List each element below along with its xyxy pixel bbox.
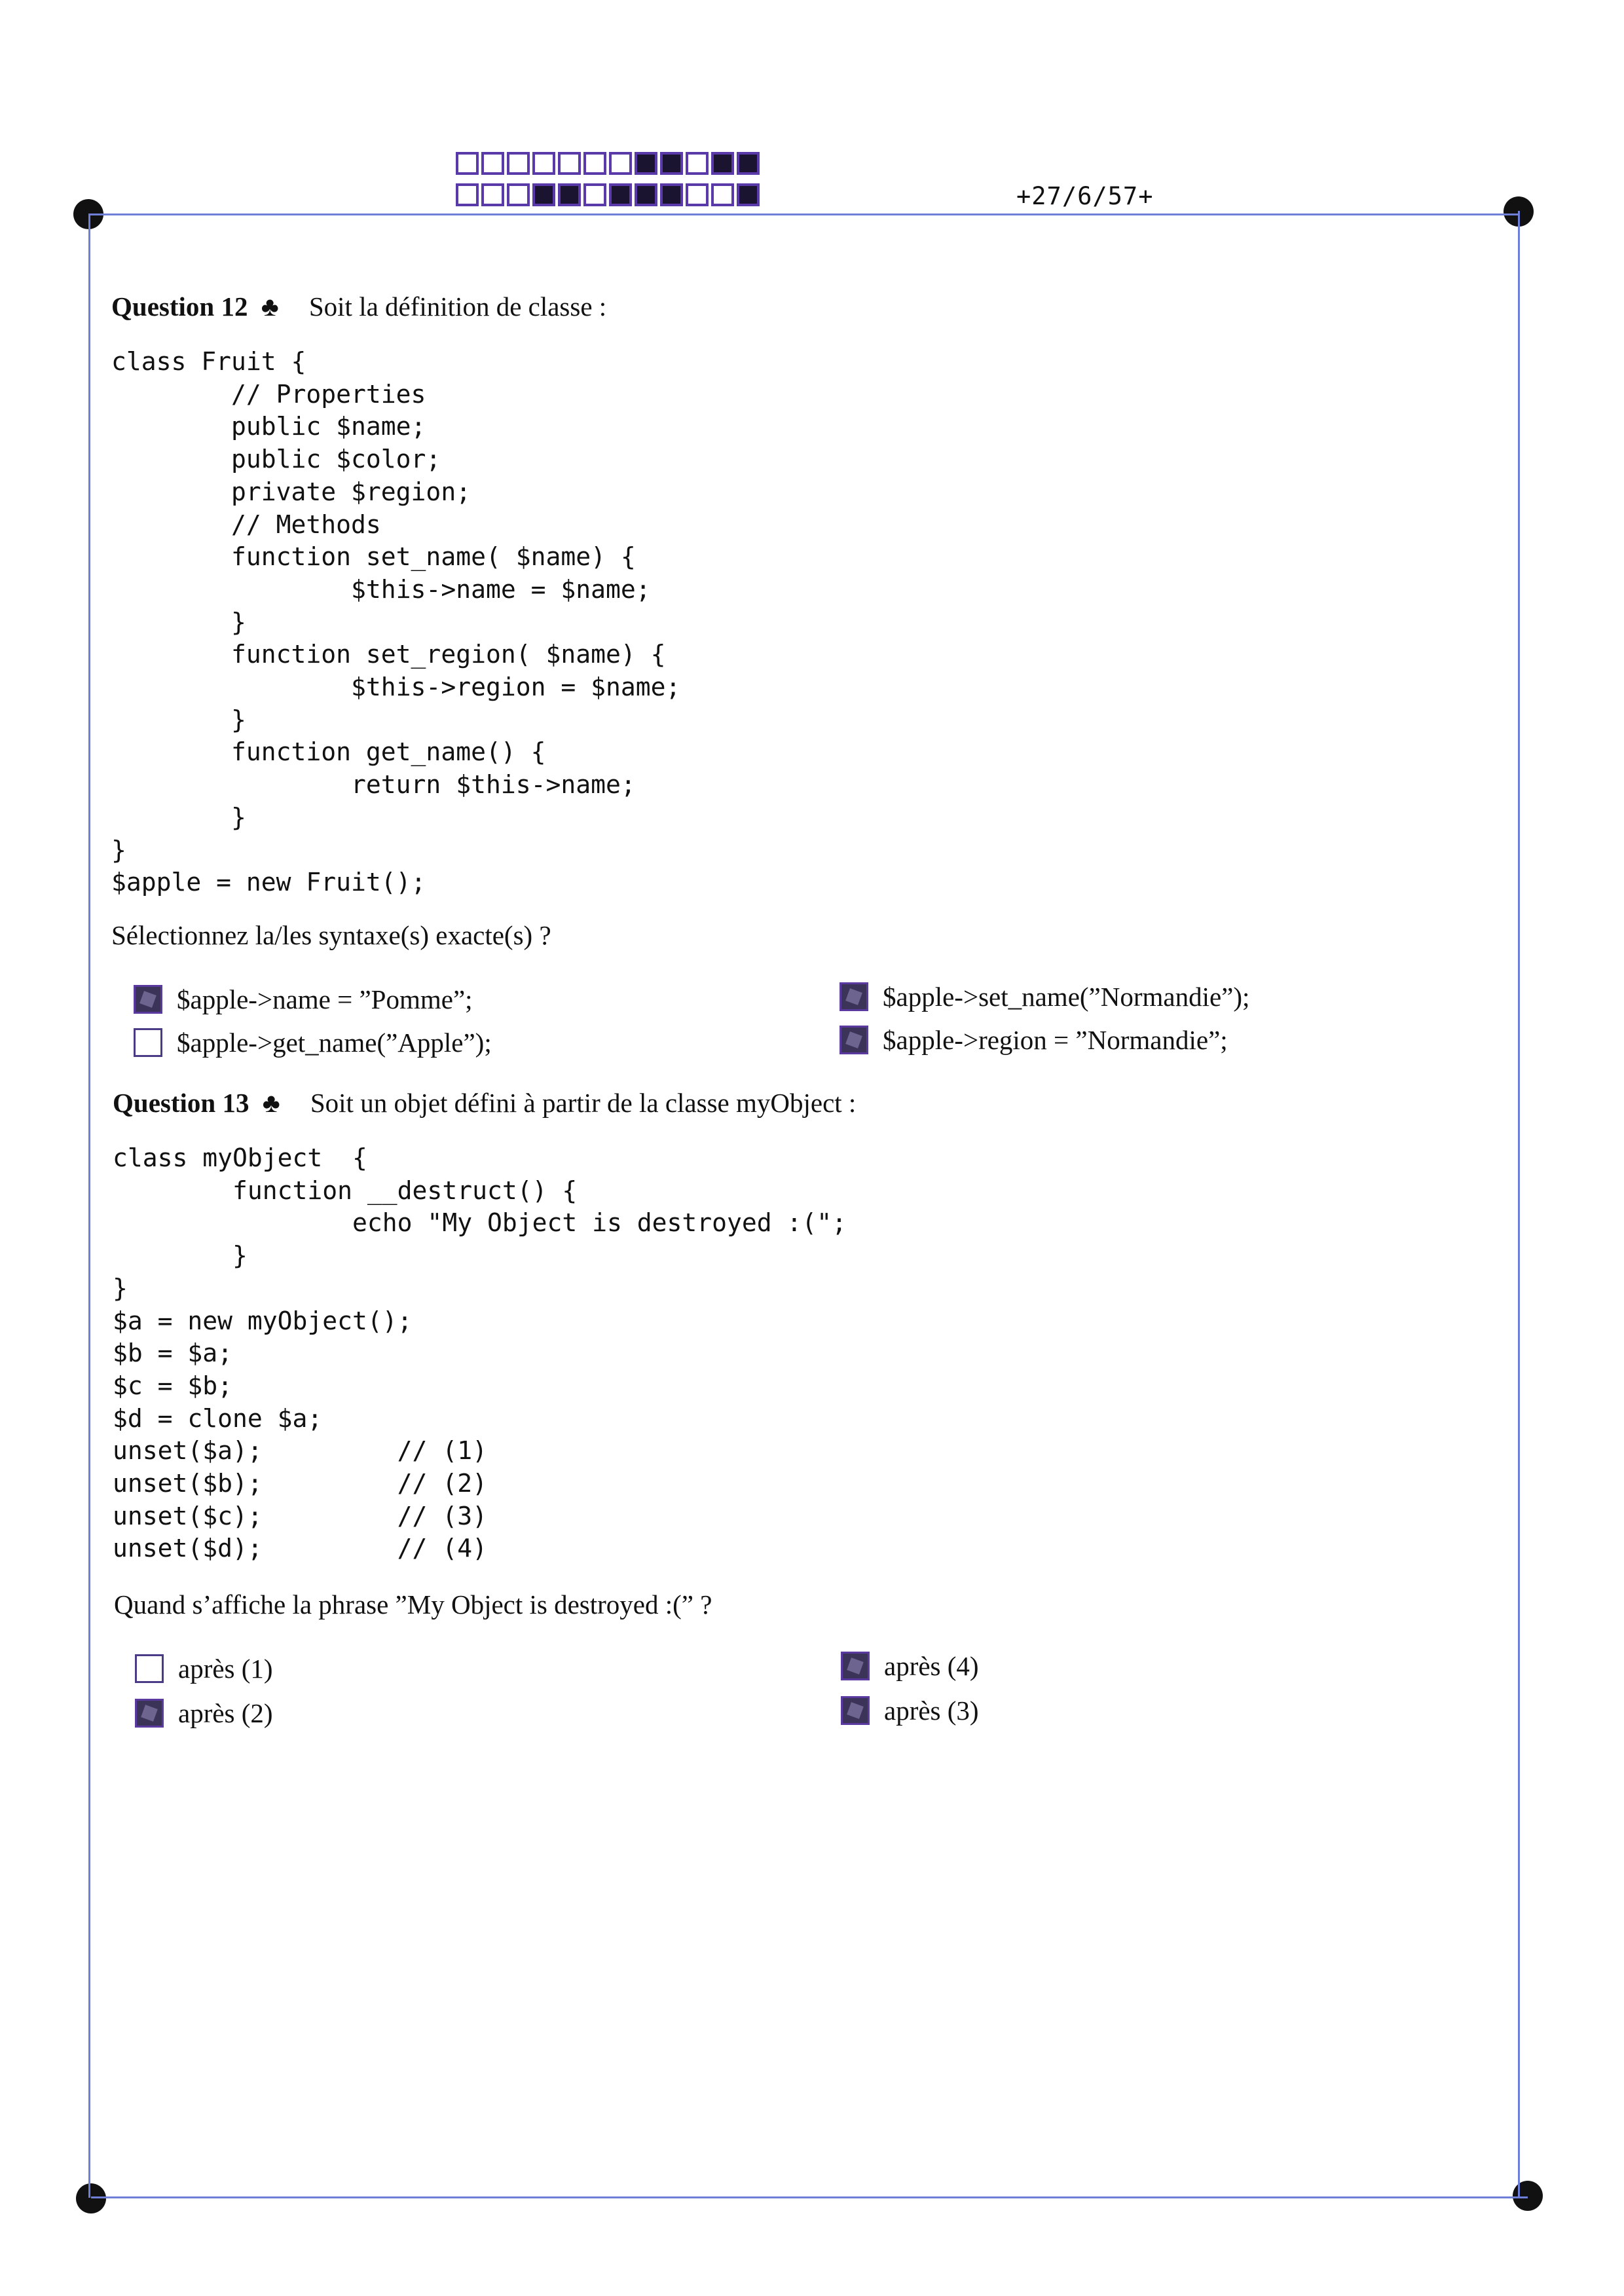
q12-answer-1[interactable] <box>134 984 473 1015</box>
code-bar-cell <box>635 152 657 175</box>
question-12-header <box>111 291 606 322</box>
registration-mark-bottom-right <box>1513 2181 1543 2211</box>
code-bar-cell <box>686 152 709 175</box>
checkbox[interactable] <box>134 985 162 1014</box>
code-bar-cell <box>609 183 632 206</box>
code-bar-cell <box>737 183 760 206</box>
frame-right <box>1518 211 1520 2198</box>
code-bar-cell <box>686 183 709 206</box>
code-bar-cell <box>456 183 479 206</box>
registration-mark-bottom-left <box>76 2183 106 2213</box>
checkbox[interactable] <box>841 1652 870 1680</box>
question-label: Question 12 <box>111 291 248 322</box>
code-bar-cell <box>481 152 504 175</box>
id-code-bar-bottom <box>456 183 762 206</box>
q12-answer-3[interactable] <box>840 981 1249 1012</box>
code-bar-cell <box>635 183 657 206</box>
frame-top <box>88 213 1519 215</box>
question-13-code: class myObject { function __destruct() { echo "My Object is destroyed :("; } } $a = new myObject(); $b = $a; $c = $b; $d = clone $a; unset($a); // (1) unset($b); // (2) unset($c); // (3) unset($d); // (4) <box>113 1143 847 1563</box>
code-bar-cell <box>711 152 734 175</box>
code-bar-cell <box>558 152 581 175</box>
code-bar-cell <box>660 152 683 175</box>
answer-label: $apple->set_name(”Normandie”); <box>883 982 1250 1012</box>
answer-label: après (1) <box>178 1654 273 1684</box>
checkbox[interactable] <box>135 1654 164 1683</box>
code-bar-cell <box>532 183 555 206</box>
code-bar-cell <box>481 183 504 206</box>
frame-bottom <box>91 2196 1528 2198</box>
code-bar-cell <box>532 152 555 175</box>
checkbox[interactable] <box>841 1696 870 1725</box>
question-12-code: class Fruit { // Properties public $name; public $color; private $region; // Methods function set_name( $name) { $this->name = $name; } function set_region( $name) { $this->region = $name; } function get_name() { return $this->name; } } $apple = new Fruit(); <box>111 347 681 897</box>
answer-label: après (3) <box>884 1695 979 1726</box>
checkbox[interactable] <box>134 1028 162 1057</box>
q12-answer-2[interactable] <box>134 1027 492 1058</box>
club-icon: ♣ <box>261 291 279 322</box>
q13-answer-3[interactable] <box>841 1650 979 1682</box>
question-12-prompt: Sélectionnez la/les syntaxe(s) exacte(s) ? <box>111 920 551 950</box>
code-bar-cell <box>456 152 479 175</box>
answer-label: après (2) <box>178 1698 273 1728</box>
page-id: +27/6/57+ <box>1016 182 1154 210</box>
code-bar-cell <box>583 183 606 206</box>
frame-left <box>88 213 90 2198</box>
answer-label: $apple->get_name(”Apple”); <box>177 1028 492 1058</box>
answer-label: après (4) <box>884 1651 979 1681</box>
question-intro: Soit un objet défini à partir de la classe myObject : <box>310 1088 857 1118</box>
q13-answer-4[interactable] <box>841 1695 979 1726</box>
q13-answer-1[interactable] <box>135 1653 273 1684</box>
code-bar-cell <box>711 183 734 206</box>
q13-answer-2[interactable] <box>135 1697 273 1729</box>
question-intro: Soit la définition de classe : <box>308 291 607 322</box>
checkbox[interactable] <box>840 982 868 1011</box>
code-bar-cell <box>507 183 530 206</box>
code-bar-cell <box>583 152 606 175</box>
checkbox[interactable] <box>840 1026 868 1054</box>
question-label: Question 13 <box>113 1088 249 1118</box>
club-icon: ♣ <box>262 1088 280 1118</box>
code-bar-cell <box>558 183 581 206</box>
question-13-prompt: Quand s’affiche la phrase ”My Object is destroyed :(” ? <box>114 1589 712 1620</box>
code-bar-cell <box>737 152 760 175</box>
question-13-header <box>113 1087 856 1119</box>
code-bar-cell <box>660 183 683 206</box>
code-bar-cell <box>609 152 632 175</box>
id-code-bar-top <box>456 152 762 175</box>
checkbox[interactable] <box>135 1699 164 1728</box>
answer-label: $apple->name = ”Pomme”; <box>177 984 473 1014</box>
answer-label: $apple->region = ”Normandie”; <box>883 1025 1228 1055</box>
code-bar-cell <box>507 152 530 175</box>
q12-answer-4[interactable] <box>840 1024 1228 1056</box>
